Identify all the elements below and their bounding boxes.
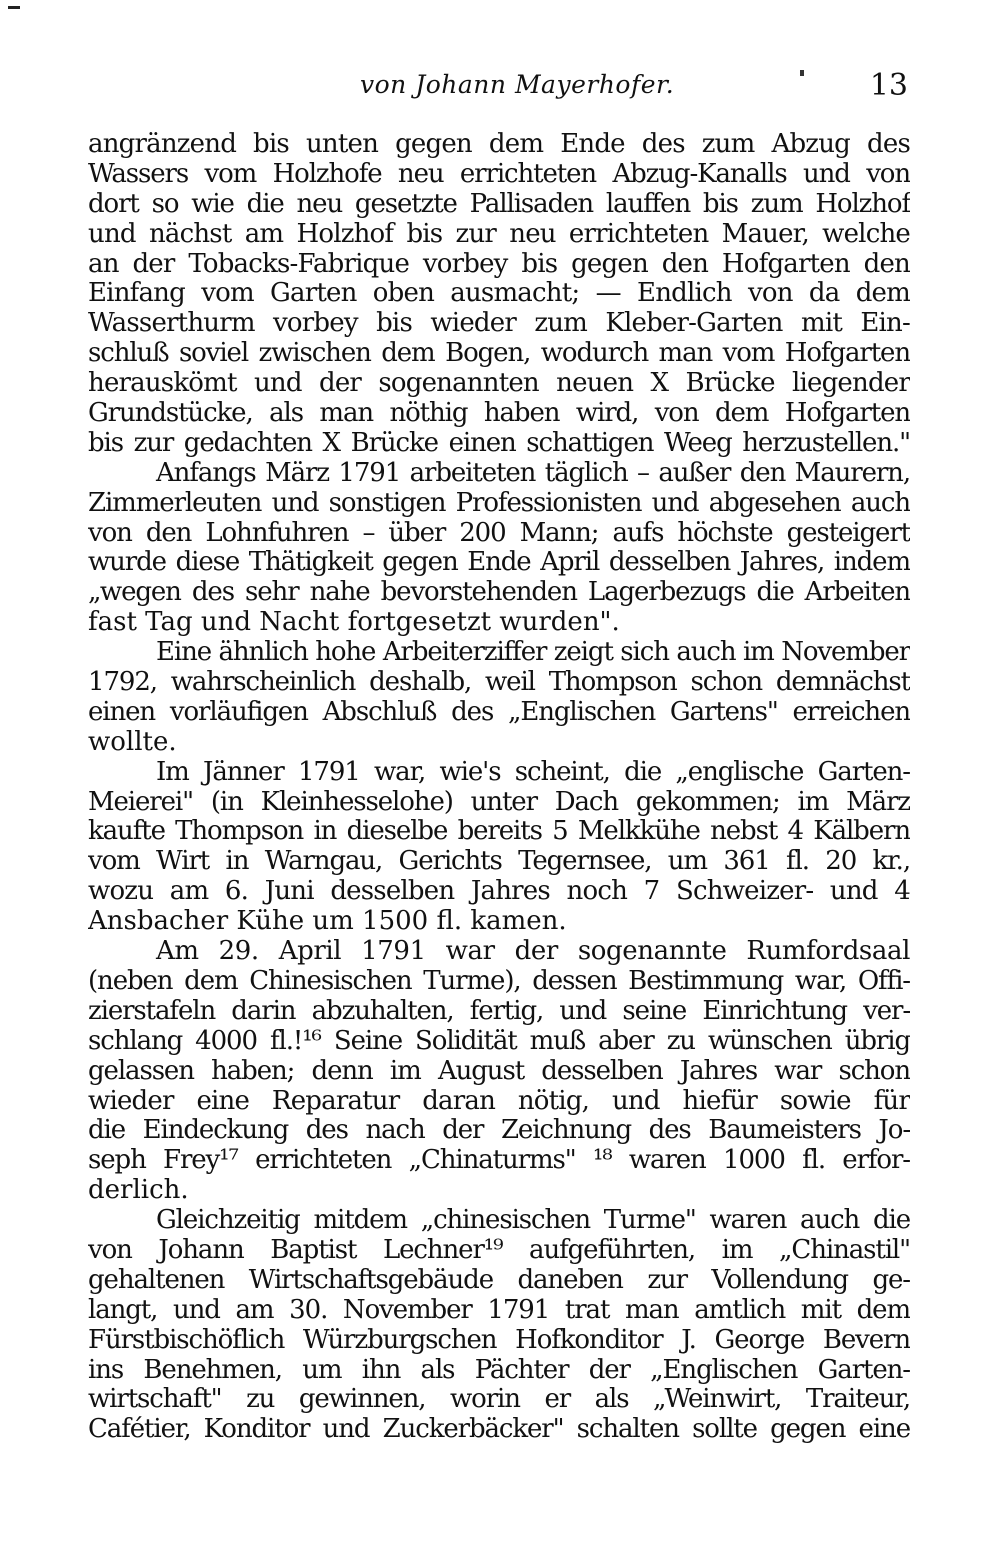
text-line: Grundstücke, als man nöthig haben wird, von dem Hofgarten [88,399,910,429]
text-line: und nächst am Holzhof bis zur neu errichteten Mauer, welche [88,219,910,249]
text-line: an der Tobacks-Fabrique vorbey bis gegen den Hofgarten den [88,249,910,279]
text-line: vom Wirt in Warngau, Gerichts Tegernsee, um 361 fl. 20 kr., [88,847,910,877]
text-line: herauskömt und der sogenannten neuen X Brücke liegender [88,369,910,399]
text-line: Im Jänner 1791 war, wie's scheint, die „englische Garten- [156,757,910,787]
text-line: wollte. [88,727,177,757]
text-line: Wassers vom Holzhofe neu errichteten Abzug-Kanalls und von [88,159,910,189]
text-line: Anfangs März 1791 arbeiteten täglich – außer den Maurern, [156,458,910,488]
text-line: (neben dem Chinesischen Turme), dessen Bestimmung war, Offi- [88,966,910,996]
text-line: angränzend bis unten gegen dem Ende des zum Abzug des [88,130,910,159]
text-line: langt, und am 30. November 1791 trat man amtlich mit dem [88,1295,910,1325]
text-line: Meierei" (in Kleinhesselohe) unter Dach gekommen; im März [88,787,910,817]
text-line: seph Frey¹⁷ errichteten „Chinaturms" ¹⁸ waren 1000 fl. erfor- [88,1146,910,1176]
text-line: zierstafeln darin abzuhalten, fertig, und seine Einrichtung ver- [88,996,910,1026]
text-line: Ansbacher Kühe um 1500 fl. kamen. [88,907,567,937]
text-line: ins Benehmen, um ihn als Pächter der „Englischen Garten- [88,1355,910,1385]
text-line: einen vorläufigen Abschluß des „Englischen Gartens" erreichen [88,697,910,727]
text-line: schluß soviel zwischen dem Bogen, wodurch man vom Hofgarten [88,339,910,369]
text-line: dort so wie die neu gesetzte Pallisaden lauffen bis zum Holzhof [88,189,910,219]
ink-speck [800,70,804,76]
text-line: Eine ähnlich hohe Arbeiterziffer zeigt sich auch im November [156,638,910,668]
text-line: wirtschaft" zu gewinnen, worin er als „Weinwirt, Traiteur, [88,1385,910,1415]
text-line: Gleichzeitig mitdem „chinesischen Turme" waren auch die [156,1206,910,1236]
text-line: bis zur gedachten X Brücke einen schattigen Weeg herzustellen." [88,428,910,458]
body-text [88,130,910,1445]
page-header [0,70,1000,110]
text-line: wieder eine Reparatur daran nötig, und hiefür sowie für [88,1086,910,1116]
text-line: derlich. [88,1176,189,1206]
text-line: kaufte Thompson in dieselbe bereits 5 Melkkühe nebst 4 Kälbern [88,817,910,847]
text-line: von Johann Baptist Lechner¹⁹ aufgeführten, im „Chinastil" [88,1235,910,1265]
text-line: Einfang vom Garten oben ausmacht; — Endlich von da dem [88,279,910,309]
text-line: von den Lohnfuhren – über 200 Mann; aufs höchste gesteigert [88,518,910,548]
text-line: fast Tag und Nacht fortgesetzt wurden". [88,608,620,638]
scan-mark [8,6,20,9]
text-line: „wegen des sehr nahe bevorstehenden Lagerbezugs die Arbeiten [88,578,910,608]
running-head: von Johann Mayerhofer. [360,70,675,99]
text-line: gehaltenen Wirtschaftsgebäude daneben zur Vollendung ge- [88,1265,910,1295]
text-line: Zimmerleuten und sonstigen Professionisten und abgesehen auch [88,488,910,518]
text-line: 1792, wahrscheinlich deshalb, weil Thompson schon demnächst [88,668,910,698]
page-number: 13 [869,68,908,103]
text-line: Fürstbischöflich Würzburgschen Hofkonditor J. George Bevern [88,1325,910,1355]
text-line: Cafétier, Konditor und Zuckerbäcker" schalten sollte gegen eine [88,1415,910,1445]
text-line: wurde diese Thätigkeit gegen Ende April desselben Jahres, indem [88,548,910,578]
text-line: schlang 4000 fl.!¹⁶ Seine Solidität muß aber zu wünschen übrig [88,1026,910,1056]
text-line: Wasserthurm vorbey bis wieder zum Kleber-Garten mit Ein- [88,309,910,339]
text-line: wozu am 6. Juni desselben Jahres noch 7 Schweizer- und 4 [88,877,910,907]
text-line: gelassen haben; denn im August desselben Jahres war schon [88,1056,910,1086]
text-line: Am 29. April 1791 war der sogenannte Rumfordsaal [156,937,910,967]
text-line: die Eindeckung des nach der Zeichnung des Baumeisters Jo- [88,1116,910,1146]
